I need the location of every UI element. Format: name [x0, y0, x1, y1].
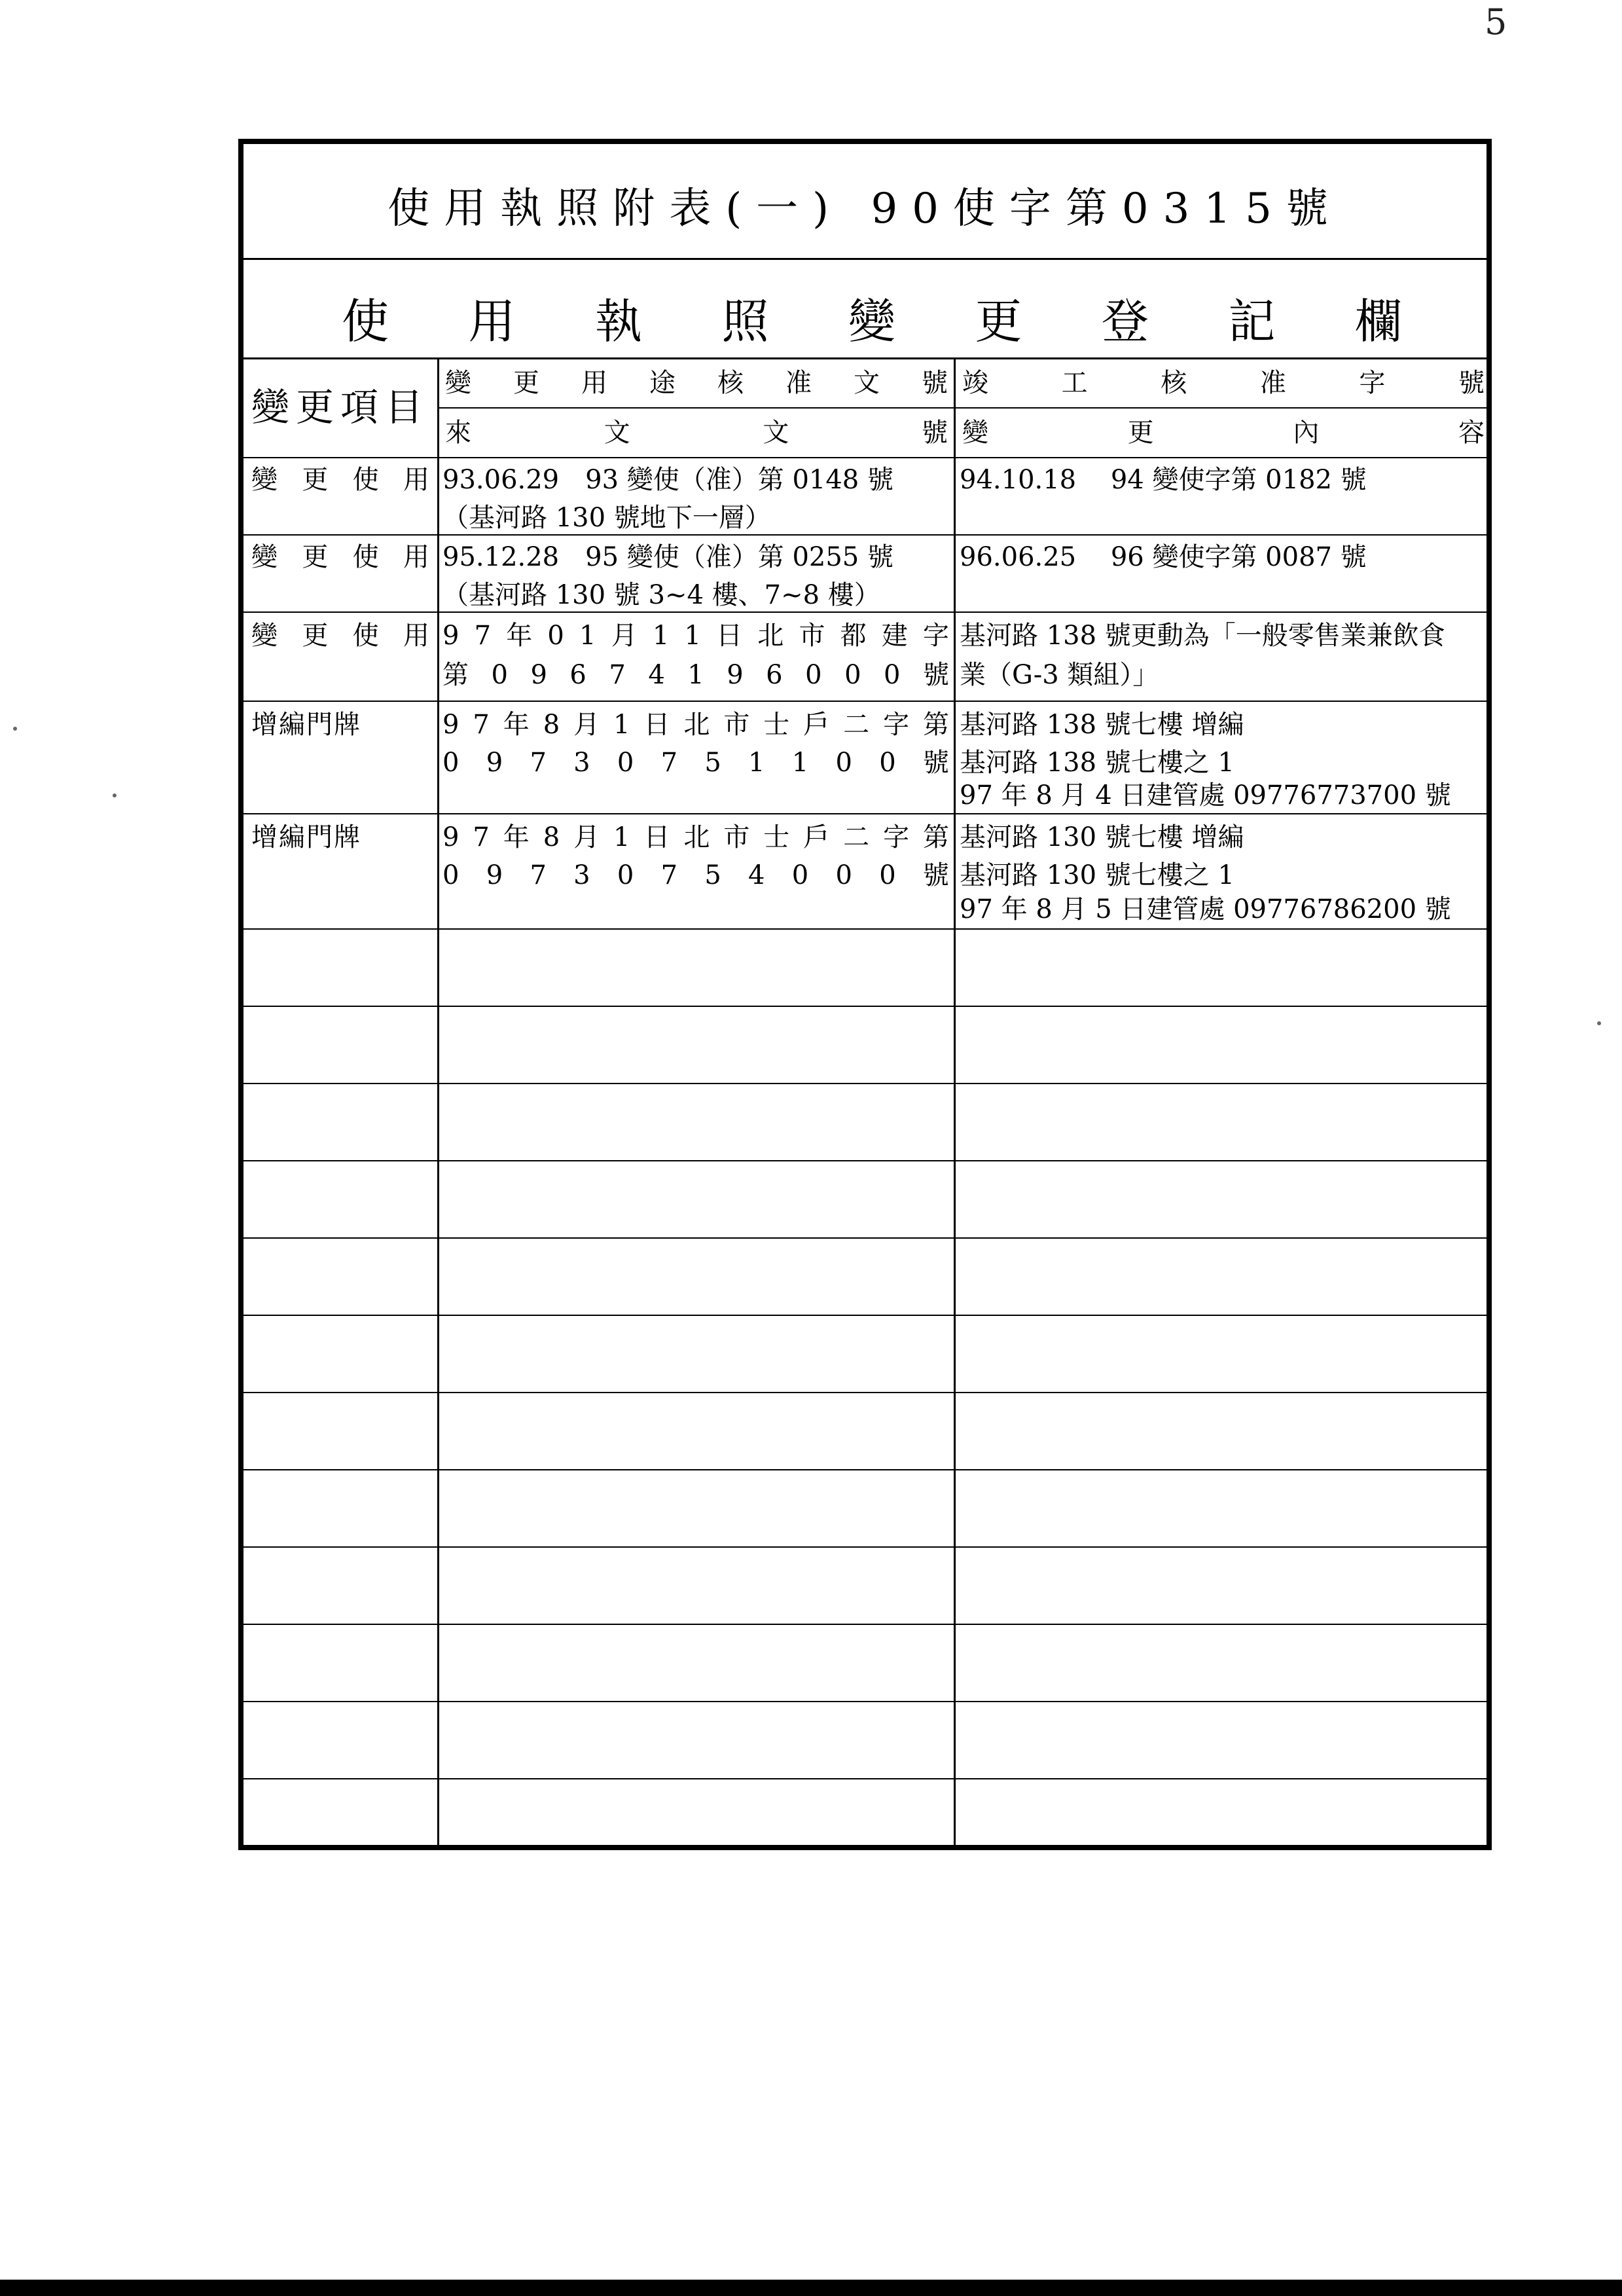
row-content-line: 96.06.25 96 變使字第 0087 號	[960, 542, 1367, 572]
row-doc-line: （基河路 130 號地下一層）	[442, 503, 771, 533]
row-doc-line: 95.12.28 95 變使（准）第 0255 號	[442, 542, 893, 572]
row-item: 變 更 使 用	[251, 621, 429, 651]
row-content-line: 業（G-3 類組）」	[960, 660, 1159, 690]
row-item: 變 更 使 用	[251, 542, 429, 572]
row-doc-line: （基河路 130 號 3~4 樓、7~8 樓）	[442, 580, 880, 610]
row-item: 變 更 使 用	[251, 465, 429, 495]
row-content-line: 94.10.18 94 變使字第 0182 號	[960, 465, 1367, 495]
row-item: 增編門牌	[251, 822, 361, 852]
row-content-line: 97 年 8 月 5 日建管處 09776786200 號	[960, 894, 1451, 924]
row-content-line: 基河路 138 號更動為「一般零售業兼飲食	[960, 621, 1445, 651]
form-title: 使用執照附表(一) 90使字第0315號	[387, 185, 1343, 233]
row-doc-line: 9 7 年 0 1 月 1 1 日 北 市 都 建 字	[442, 621, 949, 651]
scan-bottom-edge	[0, 2280, 1622, 2296]
header-approval-doc: 變 更 用 途 核 准 文 號	[445, 368, 948, 398]
row-content-line: 97 年 8 月 4 日建管處 09776773700 號	[960, 780, 1451, 811]
row-doc-line: 0 9 7 3 0 7 5 4 0 0 0 號	[442, 860, 949, 890]
header-completion-no: 竣 工 核 准 字 號	[962, 368, 1485, 398]
row-doc-line: 9 7 年 8 月 1 日 北 市 士 戶 二 字 第	[442, 710, 949, 740]
row-doc-line: 93.06.29 93 變使（准）第 0148 號	[442, 465, 893, 495]
row-item: 增編門牌	[251, 710, 361, 740]
header-incoming-doc: 來 文 文 號	[445, 418, 948, 448]
row-content-line: 基河路 138 號七樓之 1	[960, 748, 1235, 778]
scan-speck	[1597, 1021, 1601, 1025]
row-content-line: 基河路 130 號七樓 增編	[960, 822, 1244, 852]
page-mark: 5	[1485, 1, 1507, 43]
usage-permit-form	[238, 139, 1492, 1850]
row-doc-line: 9 7 年 8 月 1 日 北 市 士 戶 二 字 第	[442, 822, 949, 852]
scan-speck	[113, 793, 117, 797]
header-change-content: 變 更 內 容	[962, 418, 1485, 448]
row-content-line: 基河路 130 號七樓之 1	[960, 860, 1235, 890]
row-doc-line: 0 9 7 3 0 7 5 1 1 0 0 號	[442, 748, 949, 778]
row-content-line: 基河路 138 號七樓 增編	[960, 710, 1244, 740]
header-change-item: 變更項目	[251, 385, 430, 429]
scan-speck	[13, 727, 17, 731]
form-subtitle: 使 用 執 照 變 更 登 記 欄	[342, 294, 1402, 349]
row-doc-line: 第 0 9 6 7 4 1 9 6 0 0 0 號	[442, 660, 949, 690]
